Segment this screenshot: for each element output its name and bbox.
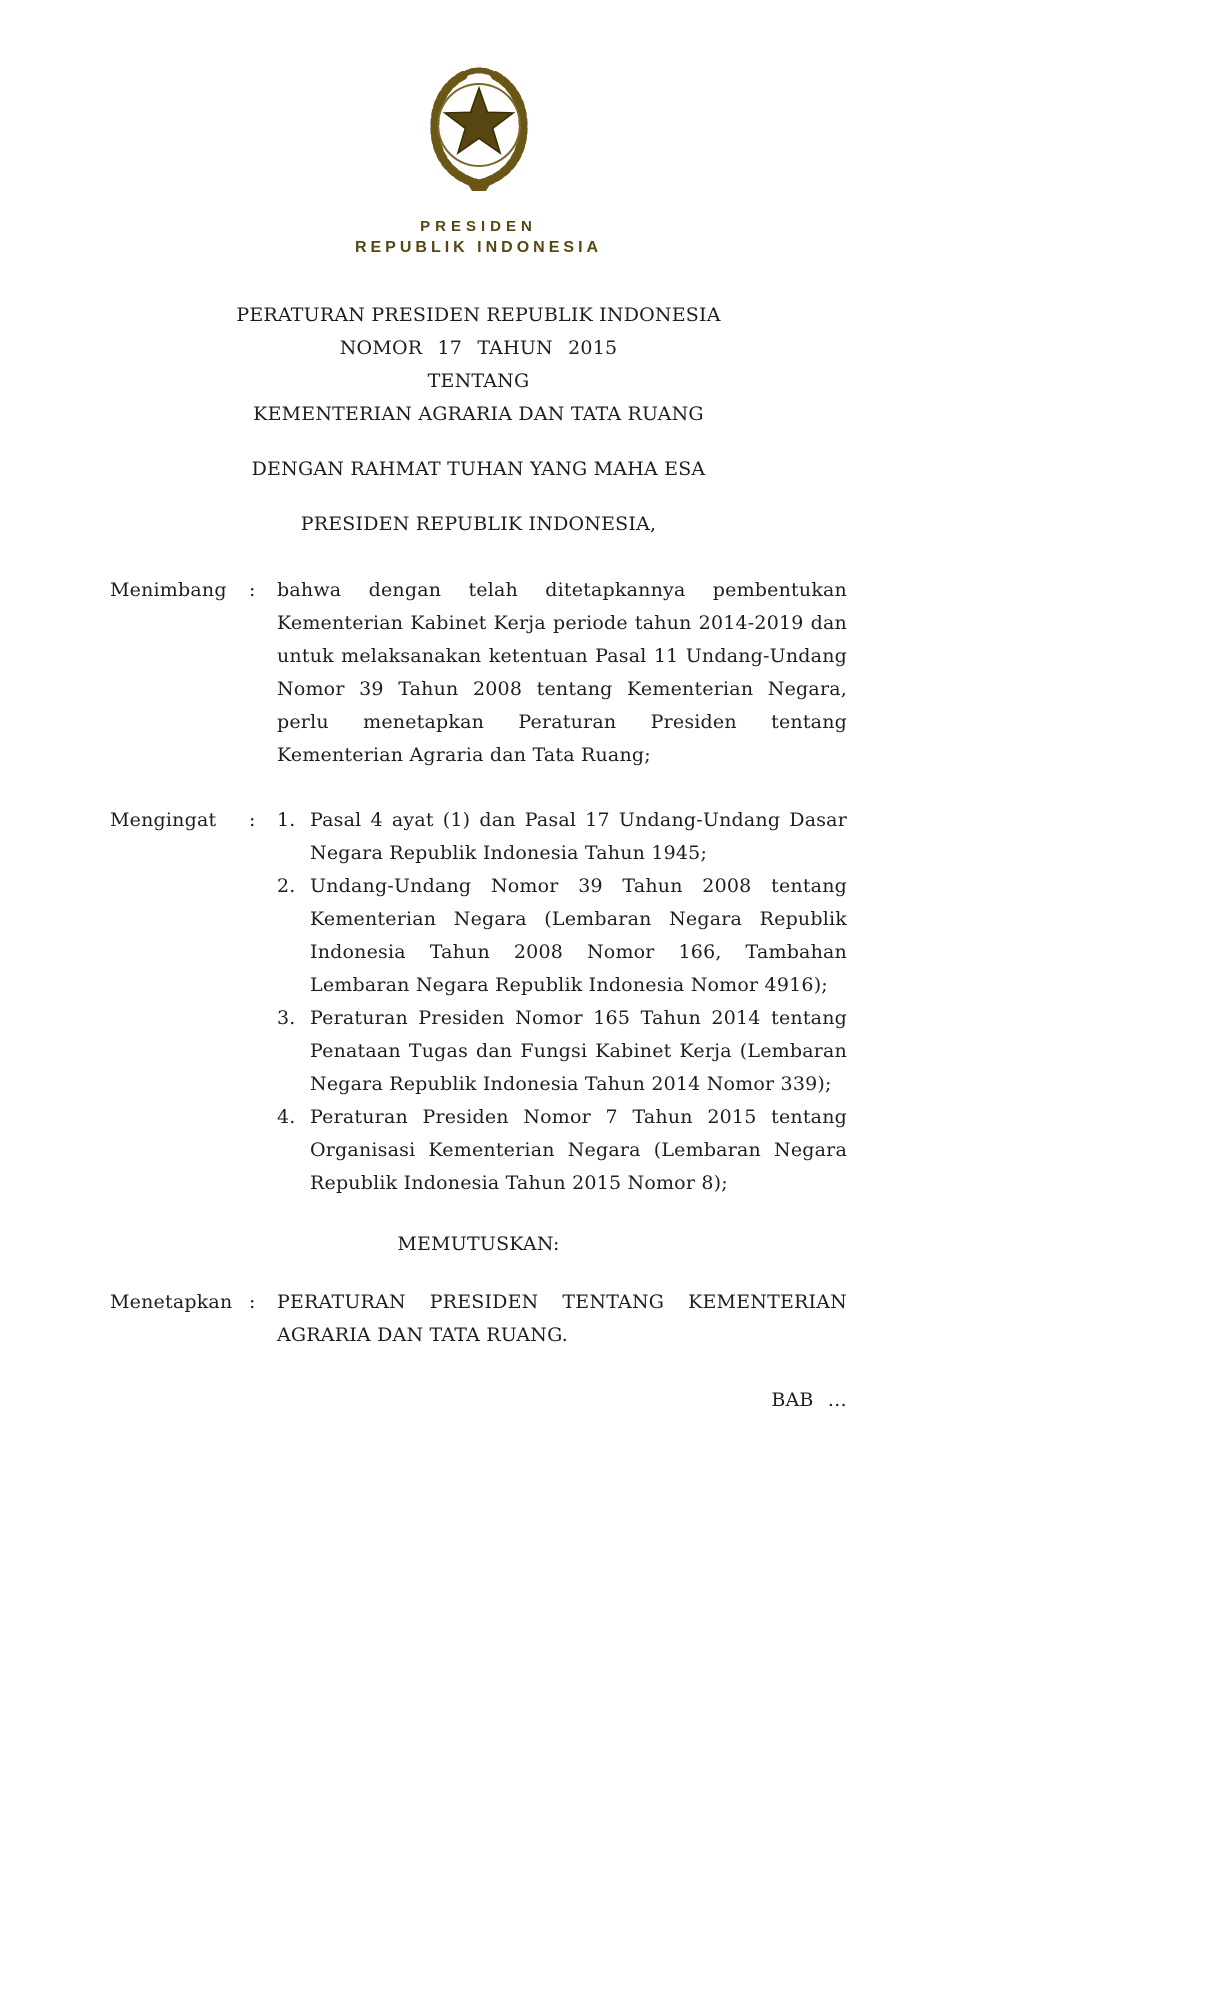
- mengingat-item-1: [277, 804, 847, 870]
- mengingat-section: [110, 804, 847, 1200]
- menimbang-colon: :: [249, 579, 256, 601]
- mengingat-item-3-text: Peraturan Presiden Nomor 165 Tahun 2014 tentang Penataan Tugas dan Fungsi Kabinet Kerja (Lembaran Negara Republik Indonesia Tahun 2014 Nomor 339);: [310, 1007, 847, 1095]
- mengingat-item-3-number: 3.: [277, 1007, 296, 1029]
- mengingat-colon: :: [249, 809, 256, 831]
- menetapkan-text: PERATURAN PRESIDEN TENTANG KEMENTERIAN AGRARIA DAN TATA RUANG.: [277, 1291, 847, 1346]
- menetapkan-label: Menetapkan: [110, 1291, 233, 1313]
- menetapkan-colon: :: [249, 1291, 256, 1313]
- authority-line: PRESIDEN REPUBLIK INDONESIA,: [300, 513, 657, 535]
- presidential-seal-emblem: [420, 62, 538, 192]
- title-block: [110, 299, 847, 431]
- mengingat-item-1-number: 1.: [277, 809, 296, 831]
- menimbang-text: bahwa dengan telah ditetapkannya pembentukan Kementerian Kabinet Kerja periode tahun 2014-2019 dan untuk melaksanakan ketentuan Pasal 11 Undang-Undang Nomor 39 Tahun 2008 tentang Kementerian Negara, perlu menetapkan Peraturan Presiden tentang Kementerian Agraria dan Tata Ruang;: [277, 579, 847, 766]
- mengingat-item-2-text: Undang-Undang Nomor 39 Tahun 2008 tentang Kementerian Negara (Lembaran Negara Republik Indonesia Tahun 2008 Nomor 166, Tambahan Lembaran Negara Republik Indonesia Nomor 4916);: [310, 875, 847, 996]
- mengingat-item-1-text: Pasal 4 ayat (1) dan Pasal 17 Undang-Undang Dasar Negara Republik Indonesia Tahun 1945;: [310, 809, 847, 864]
- title-number: NOMOR 17 TAHUN 2015: [339, 337, 618, 359]
- mengingat-item-2: [277, 870, 847, 1002]
- letterhead: [110, 0, 847, 259]
- memutuskan-heading: MEMUTUSKAN:: [397, 1233, 560, 1255]
- invocation-line: DENGAN RAHMAT TUHAN YANG MAHA ESA: [251, 458, 706, 480]
- title-subject: KEMENTERIAN AGRARIA DAN TATA RUANG: [253, 403, 704, 425]
- gold-star-icon: [444, 88, 512, 153]
- document-content: [110, 0, 847, 1417]
- mengingat-list: [277, 804, 847, 1200]
- title-regulation: PERATURAN PRESIDEN REPUBLIK INDONESIA: [236, 304, 721, 326]
- menimbang-section: [110, 574, 847, 772]
- mengingat-item-2-number: 2.: [277, 875, 296, 897]
- menimbang-label: Menimbang: [110, 579, 227, 601]
- title-tentang: TENTANG: [427, 370, 530, 392]
- mengingat-label: Mengingat: [110, 809, 217, 831]
- mengingat-item-4: [277, 1101, 847, 1200]
- page-continuation-marker: BAB …: [771, 1389, 847, 1411]
- mengingat-item-4-text: Peraturan Presiden Nomor 7 Tahun 2015 tentang Organisasi Kementerian Negara (Lembaran Negara Republik Indonesia Tahun 2015 Nomor 8);: [310, 1106, 847, 1194]
- menetapkan-section: [110, 1286, 847, 1352]
- mengingat-item-4-number: 4.: [277, 1106, 296, 1128]
- letterhead-republik-indonesia: REPUBLIK INDONESIA: [354, 239, 603, 256]
- mengingat-item-3: [277, 1002, 847, 1101]
- letterhead-presiden: PRESIDEN: [420, 218, 537, 235]
